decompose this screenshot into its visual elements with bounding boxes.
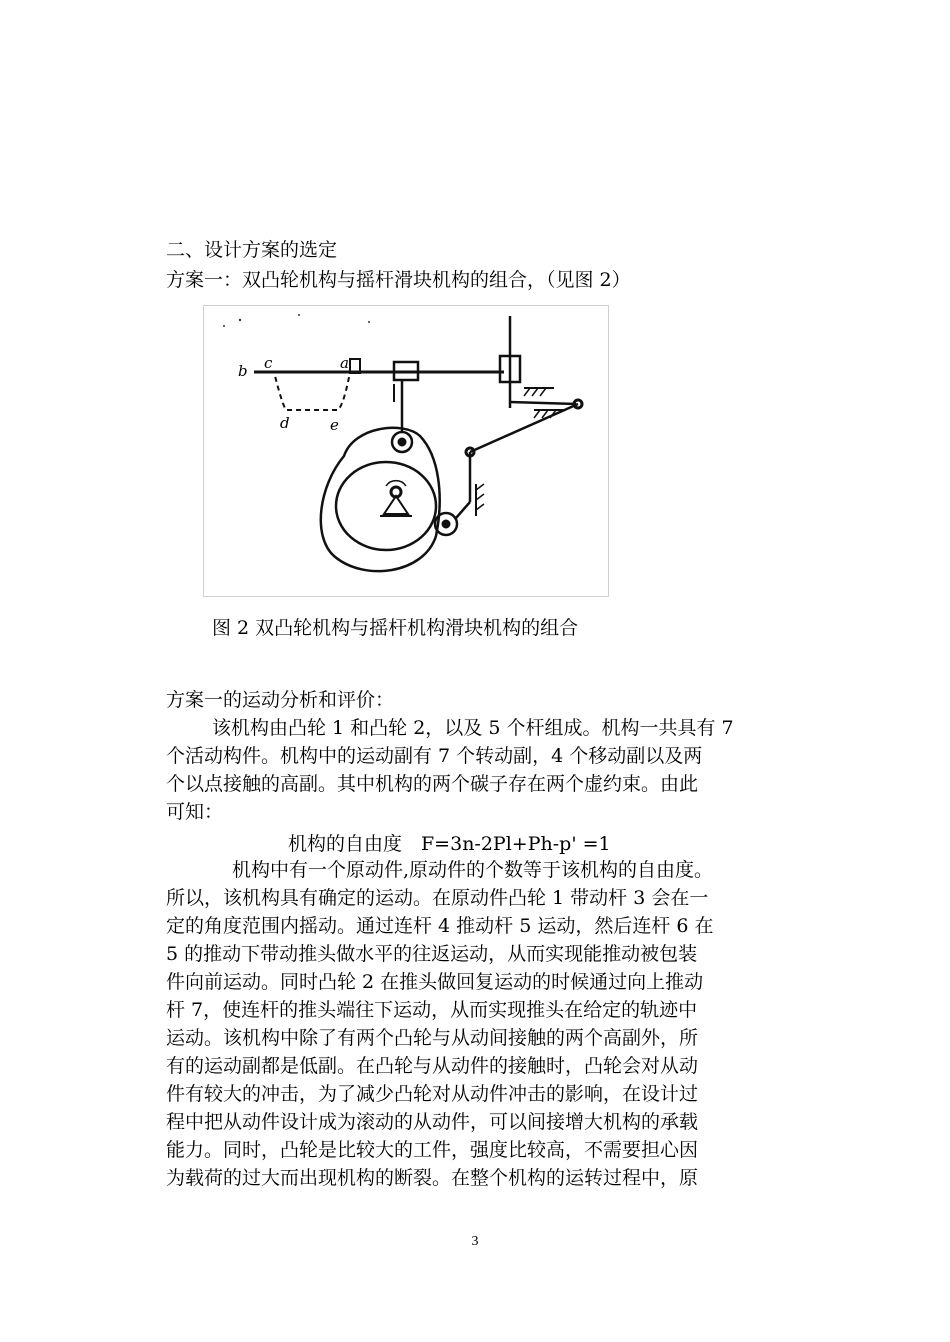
paragraph1-line: 个活动构件。机构中的运动副有 7 个转动副，4 个移动副以及两 — [166, 745, 703, 767]
label-e: e — [330, 416, 339, 434]
paragraph2-line: 杆 7，使连杆的推头端往下运动，从而实现推头在给定的轨迹中 — [166, 999, 698, 1021]
paragraph2-line: 机构中有一个原动件,原动件的个数等于该机构的自由度。 — [232, 859, 714, 881]
cam-1 — [336, 462, 436, 550]
figure-caption: 图 2 双凸轮机构与摇杆机构滑块机构的组合 — [212, 617, 579, 639]
label-a: a — [340, 354, 349, 372]
roller-2-pin — [443, 521, 449, 527]
paragraph1-line: 个以点接触的高副。其中机构的两个碳子存在两个虚约束。由此 — [166, 773, 699, 795]
roller-1-pin — [399, 439, 405, 445]
rocker-link — [510, 402, 576, 404]
paragraph2-line: 能力。同时，凸轮是比较大的工件，强度比较高，不需要担心因 — [166, 1139, 699, 1161]
connecting-rod — [470, 404, 578, 452]
cam-support — [384, 496, 408, 514]
mechanism-diagram — [204, 306, 608, 596]
paragraph2-line: 为载荷的过大而出现机构的断裂。在整个机构的运转过程中，原 — [166, 1167, 699, 1189]
paragraph2-line: 有的运动副都是低副。在凸轮与从动件的接触时，凸轮会对从动 — [166, 1055, 699, 1077]
paragraph2-line: 运动。该机构中除了有两个凸轮与从动间接触的两个高副外，所 — [166, 1027, 699, 1049]
paragraph2-line: 定的角度范围内摇动。通过连杆 4 推动杆 5 运动，然后连杆 6 在 — [166, 915, 714, 937]
push-trajectory — [270, 372, 350, 410]
paragraph2-line: 5 的推动下带动推头做水平的往返运动，从而实现能推动被包装 — [166, 943, 698, 965]
paragraph2-line: 所以，该机构具有确定的运动。在原动件凸轮 1 带动杆 3 会在一 — [166, 887, 709, 909]
paragraph1-line: 可知： — [166, 801, 224, 823]
label-b: b — [238, 362, 248, 380]
paragraph1-line: 该机构由凸轮 1 和凸轮 2，以及 5 个杆组成。机构一共具有 7 — [212, 717, 734, 739]
section-heading: 二、设计方案的选定 — [166, 239, 338, 261]
paragraph2-line: 程中把从动件设计成为滚动的从动件，可以间接增大机构的承载 — [166, 1111, 699, 1133]
paragraph2-line: 件向前运动。同时凸轮 2 在推头做回复运动的时候通过向上推动 — [166, 971, 704, 993]
scheme-title: 方案一：双凸轮机构与摇杆滑块机构的组合，（见图 2） — [166, 269, 631, 291]
label-c: c — [264, 354, 273, 372]
paragraph2-line: 件有较大的冲击，为了减少凸轮对从动件冲击的影响，在设计过 — [166, 1083, 699, 1105]
label-d: d — [280, 414, 290, 432]
dof-formula: 机构的自由度 F=3n-2Pl+Ph-p' =1 — [288, 833, 611, 855]
rotation-arc — [386, 481, 406, 486]
page-number: 3 — [471, 1234, 479, 1249]
mechanism-figure — [203, 305, 609, 597]
analysis-heading: 方案一的运动分析和评价： — [166, 689, 395, 711]
